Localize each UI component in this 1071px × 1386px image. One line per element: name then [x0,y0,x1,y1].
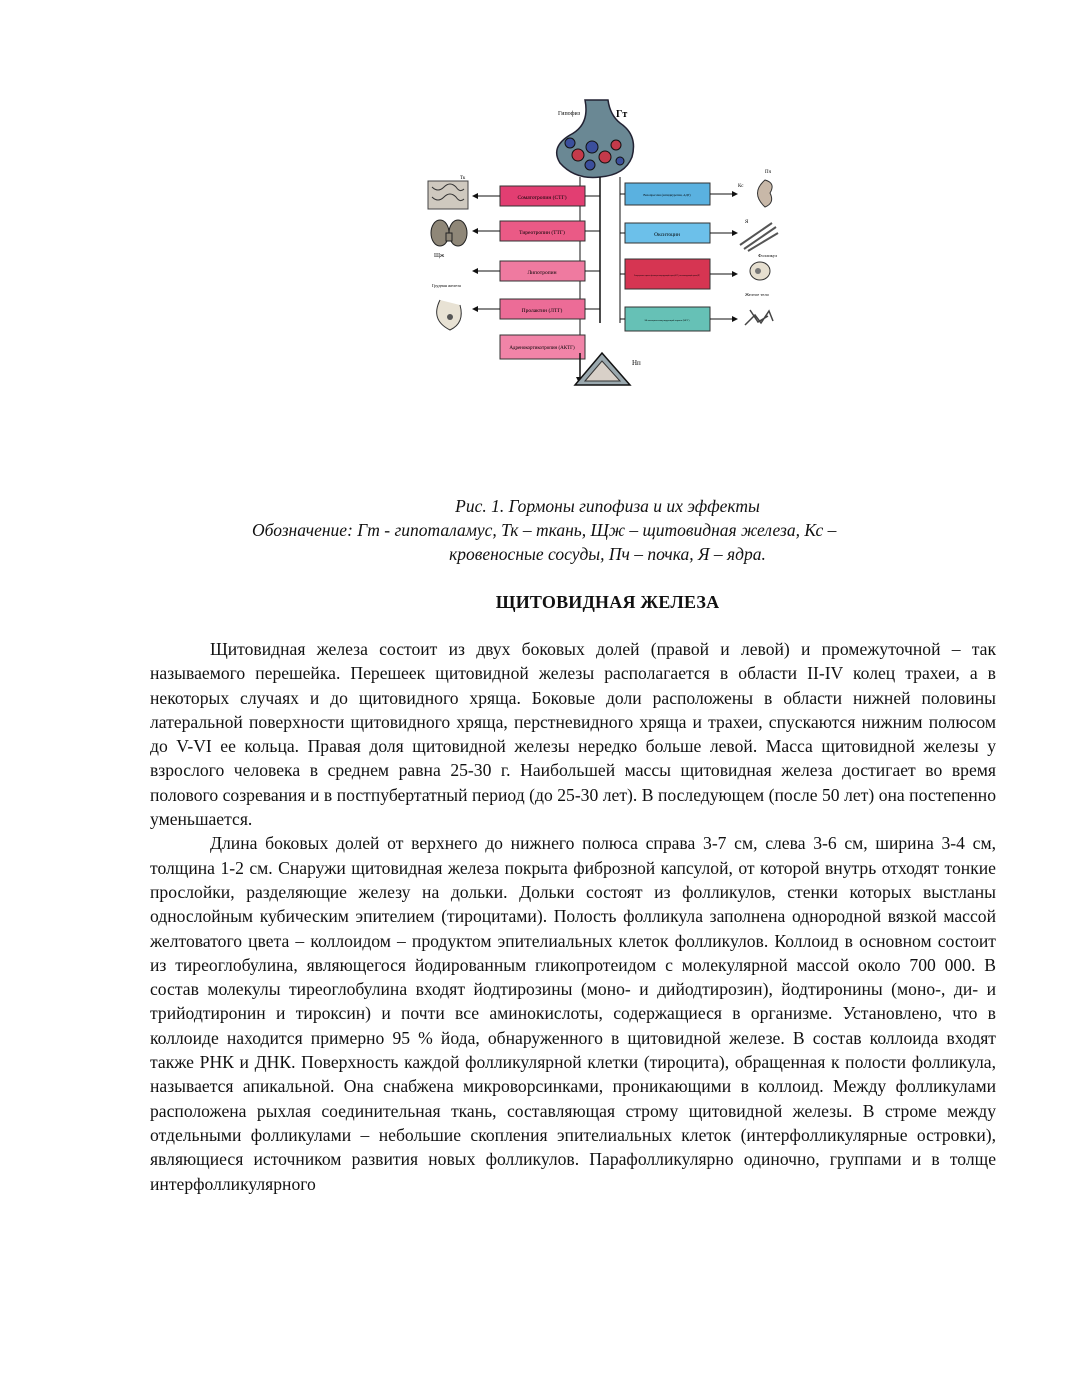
body-text [150,637,996,1196]
left-hormone-4: Пролактин (ЛТГ) [521,308,563,314]
tissue-drawing [428,181,468,209]
nuclei-drawing [740,223,778,251]
kidney-label: Пч [765,170,772,175]
right-hormone-boxes [620,183,738,331]
figure-caption-legend: Обозначение: Гт - гипоталамус, Тк – ткань, Щж – щитовидная железа, Кс – [252,520,837,540]
neurohypophysis-label: Нп [632,359,641,367]
paragraph-2: Длина боковых долей от верхнего до нижнего полюса справа 3-7 см, слева 3-6 см, ширина 3-4 см, толщина 1-2 см. Снаружи щитовидная железа покрыта фиброзной капсулой, от которой внутрь отходят тонкие прослойки, разделяющие железу на дольки. Дольки состоят из фолликулов, стенки которых выстланы однослойным кубическим эпителием (тироцитами). Полость фолликула заполнена однородной вязкой массой желтоватого цвета – коллоидом – продуктом эпителиальных клеток фолликулов. Коллоид в основном состоит из тиреоглобулина, являющегося йодированным гликопротеидом с молекулярной массой около 700 000. В состав молекулы тиреоглобулина входят йодтирозины (моно- и дийодтирозин), йодтиронины (моно-, ди- и трийодтиронин и тироксин) и почти все аминокислоты, содержащиеся в организме. Установлено, что в коллоиде находится примерно 95 % йода, обнаруженного в щитовидной железе. В состав коллоида входят также РНК и ДНК. Поверхность каждой фолликулярной клетки (тироцита), обращенная к полости фолликула, называется апикальной. Она снабжена микроворсинками, проникающими в коллоид. Между фолликулами расположена рыхлая соединительная ткань, составляющая строму щитовидной железы. В строме между отдельными фолликулами – небольшие скопления эпителиальных клеток (интерфолликулярные островки), являющиеся источником развития новых фолликулов. Парафолликулярно одиночно, группами и в толще интерфолликулярного [150,833,996,1194]
hypothalamus-label: Гт [616,109,628,120]
figure-caption-title: Рис. 1. Гормоны гипофиза и их эффекты [455,496,760,516]
right-hormone-4: Меланоцитостимулирующий гормон (МСГ) [644,319,690,322]
left-hormone-2: Тиреотропин (ТТГ) [519,230,565,236]
nuclei-label: Я [745,220,749,225]
vessels-label: Кс [738,184,744,189]
section-heading: ЩИТОВИДНАЯ ЖЕЛЕЗА [495,592,720,612]
melanocytes-drawing [745,310,773,325]
thyroid-label: Щж [434,253,445,259]
follicle-label: Фолликул [758,253,778,258]
right-hormone-3: Гонадотропные гормоны: фолликулостимулирующий гормон(ФСГ), лютеинизирующий гормон(ЛГ) [633,276,701,277]
paragraph-1: Щитовидная железа состоит из двух боковых долей (правой и левой) и промежуточной – так называемого перешейка. Перешеек щитовидной железы располагается в области II-IV колец трахеи, а в некоторых случаях и до щитовидного хряща. Боковые доли расположены в области нижней половины латеральной поверхности щитовидного хряща, перстневидного хряща и трахеи, спускаются нижним полюсом до V-VI ее кольца. Правая доля щитовидной железы нередко больше левой. Масса щитовидной железы у взрослого человека в среднем равна 25-30 г. Наибольшей массы щитовидная железа достигает во время полового созревания и в постпубертатный период (до 25-30 лет). В последующем (после 50 лет) она постепенно уменьшается. [150,639,996,830]
tissue-label: Тк [460,176,466,181]
hypophysis-label: Гипофиз [558,111,581,117]
kidney-drawing [758,180,773,207]
breast-drawing [437,300,462,330]
left-hormone-5: Адренокортикотропин (АКТГ) [509,346,575,351]
figure-caption-legend-cont: кровеносные сосуды, Пч – почка, Я – ядра. [449,544,766,564]
follicle-drawing [750,262,770,280]
left-hormone-3: Липотропин [527,270,557,276]
corpus-luteum-label: Желтое тело [745,292,769,297]
right-hormone-2: Окситоцин [654,232,680,238]
left-hormone-1: Соматотропин (СТГ) [517,195,567,201]
right-hormone-1: Вазопрессин (антидиуретин, АДГ) [643,193,691,197]
pituitary-hormones-figure [420,95,800,400]
breast-label: Грудная железа [432,283,461,288]
thyroid-drawing [431,220,467,246]
